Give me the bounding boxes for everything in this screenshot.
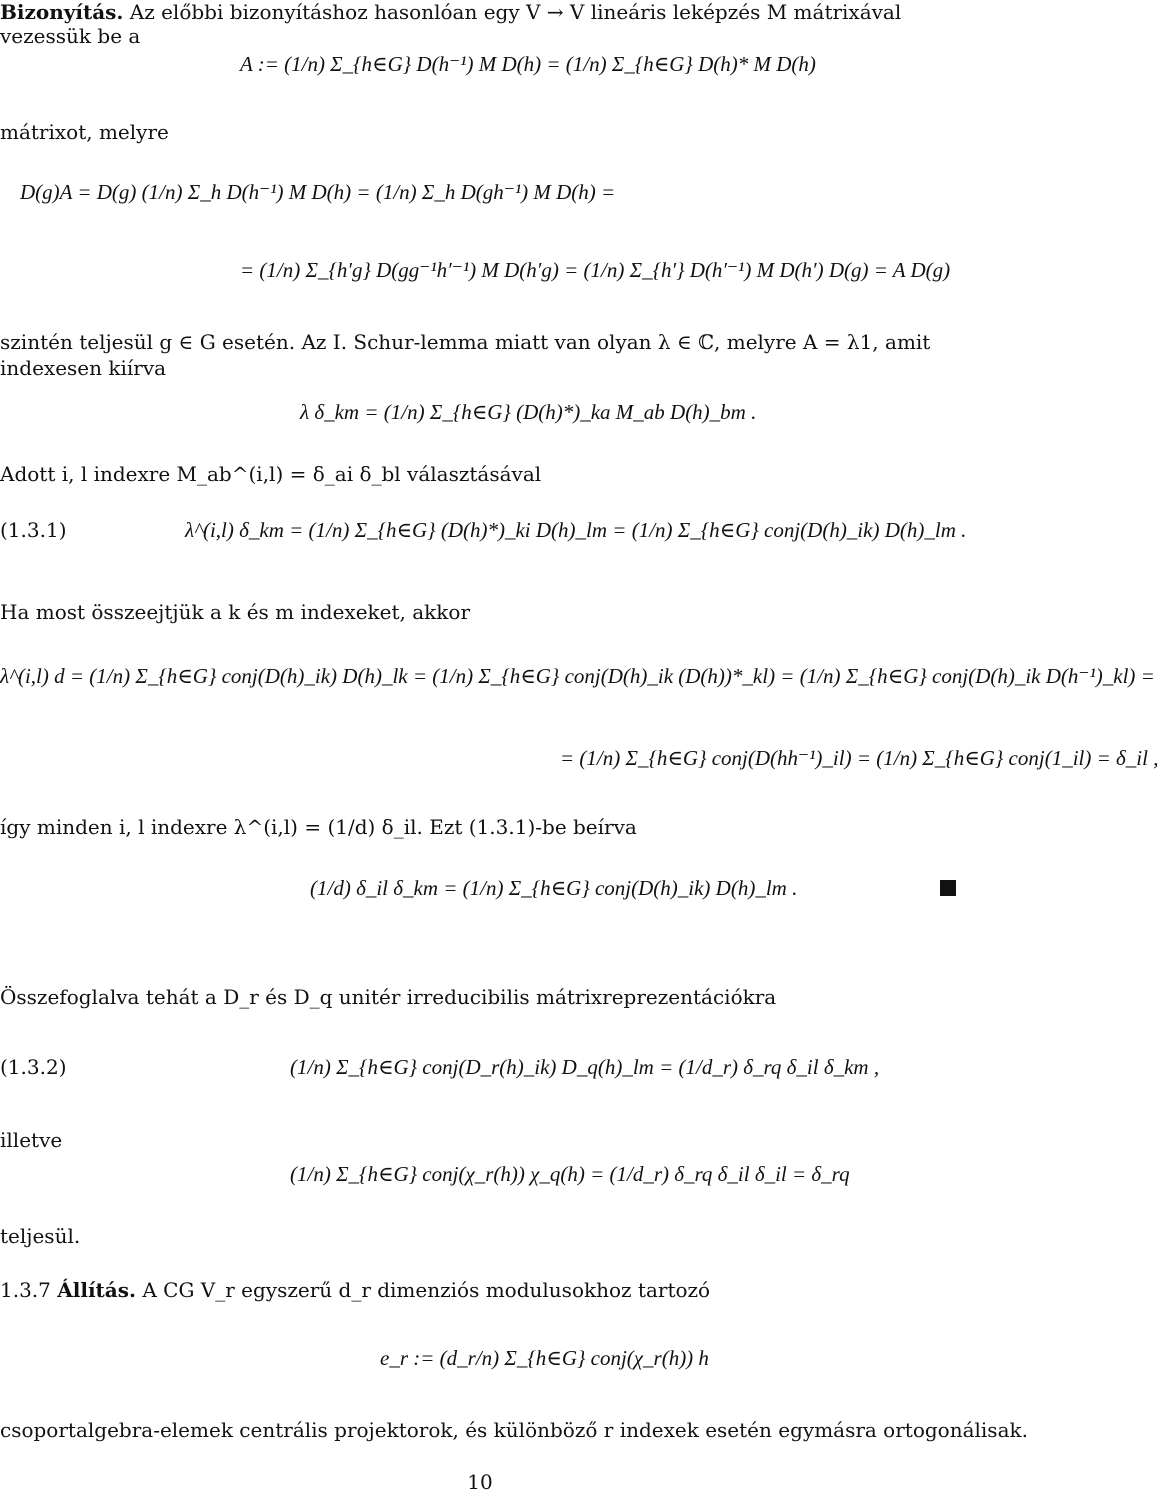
text-igy: így minden i, l indexre λ^(i,l) = (1/d) δ_il. Ezt (1.3.1)-be beírva bbox=[0, 815, 637, 839]
equation-DgA-line-1: D(g)A = D(g) (1/n) Σ_h D(h⁻¹) M D(h) = (1/n) Σ_h D(gh⁻¹) M D(h) = bbox=[20, 180, 616, 204]
equation-1-3-2: (1/n) Σ_{h∈G} conj(D_r(h)_ik) D_q(h)_lm = (1/d_r) δ_rq δ_il δ_km , bbox=[290, 1055, 880, 1079]
statement-line bbox=[0, 1278, 960, 1302]
equation-1-3-1: λ^(i,l) δ_km = (1/n) Σ_{h∈G} (D(h)*)_ki D(h)_lm = (1/n) Σ_{h∈G} conj(D(h)_ik) D(h)_lm . bbox=[185, 518, 967, 542]
text-schur-1: szintén teljesül g ∈ G esetén. Az I. Schur-lemma miatt van olyan λ ∈ ℂ, melyre A = λ1, amit bbox=[0, 330, 931, 354]
text-schur-2: indexesen kiírva bbox=[0, 356, 167, 380]
equation-trace-line-2: = (1/n) Σ_{h∈G} conj(D(hh⁻¹)_il) = (1/n) Σ_{h∈G} conj(1_il) = δ_il , bbox=[560, 746, 1158, 770]
equation-trace-line-1: λ^(i,l) d = (1/n) Σ_{h∈G} conj(D(h)_ik) D(h)_lk = (1/n) Σ_{h∈G} conj(D(h)_ik (D(h))*_kl) = (1/n) Σ_{h∈G} conj(D(h)_ik D(h⁻¹)_kl) = bbox=[0, 664, 1155, 688]
intro-text-1: Az előbbi bizonyításhoz hasonlóan egy V → V lineáris leképzés M mátrixával bbox=[129, 0, 902, 24]
qed-square-icon bbox=[940, 880, 956, 896]
equation-lambda-delta: λ δ_km = (1/n) Σ_{h∈G} (D(h)*)_ka M_ab D(h)_bm . bbox=[300, 400, 757, 424]
intro-line-2: vezessük be a bbox=[0, 24, 141, 48]
equation-final: (1/d) δ_il δ_km = (1/n) Σ_{h∈G} conj(D(h)_ik) D(h)_lm . bbox=[310, 876, 798, 900]
text-matrix: mátrixot, melyre bbox=[0, 120, 169, 144]
statement-number: 1.3.7 bbox=[0, 1278, 51, 1302]
text-teljesul: teljesül. bbox=[0, 1224, 81, 1248]
equation-chi: (1/n) Σ_{h∈G} conj(χ_r(h)) χ_q(h) = (1/d_r) δ_rq δ_il δ_il = δ_rq bbox=[290, 1162, 850, 1186]
text-summary: Összefoglalva tehát a D_r és D_q unitér irreducibilis mátrixreprezentációkra bbox=[0, 985, 777, 1009]
page-number: 10 bbox=[467, 1470, 493, 1494]
equation-er: e_r := (d_r/n) Σ_{h∈G} conj(χ_r(h)) h bbox=[380, 1346, 709, 1370]
text-projectors: csoportalgebra-elemek centrális projektorok, és különböző r indexek esetén egymásra ortogonálisak. bbox=[0, 1418, 1028, 1442]
statement-text: A CG V_r egyszerű d_r dimenziós modulusokhoz tartozó bbox=[142, 1278, 711, 1302]
equation-label-1-3-2: (1.3.2) bbox=[0, 1055, 67, 1079]
equation-DgA-line-2: = (1/n) Σ_{h′g} D(gg⁻¹h′⁻¹) M D(h′g) = (1/n) Σ_{h′} D(h′⁻¹) M D(h′) D(g) = A D(g) bbox=[240, 258, 951, 282]
intro-line-1 bbox=[0, 0, 960, 24]
text-ha-most: Ha most összeejtjük a k és m indexeket, akkor bbox=[0, 600, 470, 624]
equation-label-1-3-1: (1.3.1) bbox=[0, 518, 67, 542]
text-illetve: illetve bbox=[0, 1128, 63, 1152]
equation-A-definition: A := (1/n) Σ_{h∈G} D(h⁻¹) M D(h) = (1/n) Σ_{h∈G} D(h)* M D(h) bbox=[240, 52, 816, 76]
text-adott: Adott i, l indexre M_ab^(i,l) = δ_ai δ_bl választásával bbox=[0, 462, 542, 486]
proof-heading: Bizonyítás. bbox=[0, 0, 124, 24]
statement-title: Állítás. bbox=[57, 1278, 136, 1302]
